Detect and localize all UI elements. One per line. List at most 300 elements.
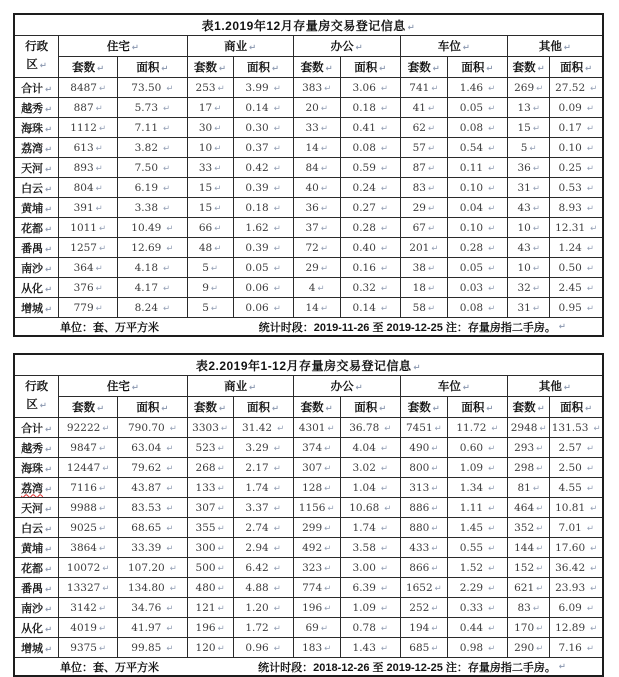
units-count-cell: 144 ↵ (507, 538, 549, 558)
return-mark-icon: ↵ (273, 623, 281, 634)
units-count-cell: 69 ↵ (293, 618, 340, 638)
area-value-cell: 0.55 ↵ (447, 538, 507, 558)
units-count-cell: 13 ↵ (507, 98, 549, 118)
return-mark-icon: ↵ (488, 163, 496, 174)
return-mark-icon: ↵ (324, 83, 332, 94)
units-count-cell: 741 ↵ (400, 78, 447, 98)
units-count-cell: 41 ↵ (400, 98, 447, 118)
area-value-cell: 3.99 ↵ (233, 78, 293, 98)
area-value-cell: 11.72 ↵ (447, 418, 507, 438)
return-mark-icon: ↵ (380, 543, 389, 554)
area-value-cell: 10.81 ↵ (550, 498, 603, 518)
category-header-commercial: 商业 ↵ (187, 36, 293, 57)
return-mark-icon: ↵ (488, 623, 496, 634)
area-value-cell: 3.02 ↵ (340, 458, 400, 478)
units-count-cell: 183 ↵ (293, 638, 340, 658)
return-mark-icon: ↵ (407, 22, 416, 33)
return-mark-icon: ↵ (163, 143, 171, 154)
return-mark-icon: ↵ (163, 203, 171, 214)
return-mark-icon: ↵ (95, 303, 103, 314)
return-mark-icon: ↵ (488, 463, 496, 474)
return-mark-icon: ↵ (39, 400, 47, 411)
subheader-area: 面积 ↵ (550, 57, 603, 78)
units-count-cell: 66 ↵ (187, 218, 233, 238)
return-mark-icon: ↵ (99, 443, 107, 454)
return-mark-icon: ↵ (558, 661, 566, 672)
area-value-cell: 0.37 ↵ (233, 138, 293, 158)
units-count-cell: 57 ↵ (400, 138, 447, 158)
return-mark-icon: ↵ (488, 263, 496, 274)
return-mark-icon: ↵ (586, 103, 594, 114)
return-mark-icon: ↵ (532, 483, 540, 494)
return-mark-icon: ↵ (586, 463, 594, 474)
return-mark-icon: ↵ (99, 223, 107, 234)
return-mark-icon: ↵ (166, 603, 174, 614)
return-mark-icon: ↵ (427, 203, 436, 214)
units-count-cell: 5 ↵ (187, 258, 233, 278)
return-mark-icon: ↵ (327, 423, 335, 434)
return-mark-icon: ↵ (488, 183, 496, 194)
subheader-units: 套数 ↵ (507, 397, 549, 418)
area-value-cell: 1.34 ↵ (447, 478, 507, 498)
return-mark-icon: ↵ (486, 64, 494, 74)
area-value-cell: 6.19 ↵ (118, 178, 188, 198)
return-mark-icon: ↵ (355, 43, 363, 53)
units-count-cell: 4 ↵ (293, 278, 340, 298)
return-mark-icon: ↵ (427, 103, 436, 114)
return-mark-icon: ↵ (532, 123, 540, 134)
return-mark-icon: ↵ (45, 124, 53, 135)
subheader-units: 套数 ↵ (187, 397, 233, 418)
units-count-cell: 5 ↵ (187, 298, 233, 318)
return-mark-icon: ↵ (532, 603, 540, 614)
units-count-cell: 887 ↵ (59, 98, 118, 118)
area-value-cell: 33.39 ↵ (118, 538, 188, 558)
unit-note: 单位：套、万平方米 (60, 661, 159, 674)
area-value-cell: 0.53 ↵ (550, 178, 603, 198)
return-mark-icon: ↵ (529, 143, 537, 154)
table-row (14, 418, 603, 438)
units-count-cell: 4301 ↵ (293, 418, 340, 438)
units-count-cell: 774 ↵ (293, 578, 340, 598)
units-count-cell: 252 ↵ (400, 598, 447, 618)
return-mark-icon: ↵ (380, 583, 389, 594)
return-mark-icon: ↵ (97, 64, 105, 74)
area-value-cell: 0.59 ↵ (340, 158, 400, 178)
units-count-cell: 14 ↵ (293, 138, 340, 158)
units-count-cell: 1257 ↵ (59, 238, 118, 258)
return-mark-icon: ↵ (273, 463, 281, 474)
units-count-cell: 253 ↵ (187, 78, 233, 98)
units-count-cell: 383 ↵ (293, 78, 340, 98)
return-mark-icon: ↵ (45, 604, 53, 615)
units-count-cell: 48 ↵ (187, 238, 233, 258)
return-mark-icon: ↵ (585, 64, 593, 74)
return-mark-icon: ↵ (585, 404, 593, 414)
units-count-cell: 685 ↵ (400, 638, 447, 658)
return-mark-icon: ↵ (488, 203, 496, 214)
return-mark-icon: ↵ (99, 643, 107, 654)
return-mark-icon: ↵ (380, 223, 389, 234)
table2-header-row-1 (14, 376, 603, 397)
return-mark-icon: ↵ (45, 484, 53, 495)
table2-header-row-2 (14, 397, 603, 418)
region-header-line2: 区 (26, 398, 38, 411)
units-count-cell: 523 ↵ (187, 438, 233, 458)
return-mark-icon: ↵ (380, 83, 389, 94)
units-count-cell: 313 ↵ (400, 478, 447, 498)
table-row (14, 438, 603, 458)
return-mark-icon: ↵ (217, 543, 225, 554)
return-mark-icon: ↵ (95, 203, 103, 214)
units-count-cell: 1156 ↵ (293, 498, 340, 518)
return-mark-icon: ↵ (431, 543, 439, 554)
units-count-cell: 92222 ↵ (59, 418, 118, 438)
area-value-cell: 0.78 ↵ (340, 618, 400, 638)
return-mark-icon: ↵ (586, 483, 594, 494)
return-mark-icon: ↵ (39, 60, 47, 71)
return-mark-icon: ↵ (272, 64, 280, 74)
area-value-cell: 0.08 ↵ (340, 138, 400, 158)
return-mark-icon: ↵ (214, 163, 222, 174)
table-row (14, 558, 603, 578)
area-value-cell: 4.17 ↵ (118, 278, 188, 298)
return-mark-icon: ↵ (217, 463, 225, 474)
area-value-cell: 4.04 ↵ (340, 438, 400, 458)
units-count-cell: 32 ↵ (507, 278, 549, 298)
return-mark-icon: ↵ (488, 543, 496, 554)
return-mark-icon: ↵ (214, 103, 222, 114)
return-mark-icon: ↵ (166, 463, 174, 474)
return-mark-icon: ↵ (536, 583, 544, 594)
return-mark-icon: ↵ (488, 583, 496, 594)
return-mark-icon: ↵ (277, 423, 285, 434)
return-mark-icon: ↵ (99, 603, 107, 614)
category-header-other: 其他 ↵ (507, 36, 603, 57)
area-value-cell: 3.82 ↵ (118, 138, 188, 158)
units-count-cell: 804 ↵ (59, 178, 118, 198)
units-count-cell: 83 ↵ (507, 598, 549, 618)
return-mark-icon: ↵ (380, 123, 389, 134)
return-mark-icon: ↵ (324, 463, 332, 474)
units-count-cell: 10 ↵ (507, 258, 549, 278)
units-count-cell: 20 ↵ (293, 98, 340, 118)
return-mark-icon: ↵ (431, 483, 439, 494)
return-mark-icon: ↵ (217, 563, 225, 574)
area-value-cell: 1.72 ↵ (233, 618, 293, 638)
return-mark-icon: ↵ (432, 404, 440, 414)
return-mark-icon: ↵ (586, 123, 594, 134)
return-mark-icon: ↵ (380, 523, 389, 534)
return-mark-icon: ↵ (590, 223, 598, 234)
return-mark-icon: ↵ (427, 163, 436, 174)
return-mark-icon: ↵ (536, 83, 544, 94)
area-value-cell: 1.74 ↵ (233, 478, 293, 498)
return-mark-icon: ↵ (488, 643, 496, 654)
return-mark-icon: ↵ (586, 143, 594, 154)
units-count-cell: 30 ↵ (187, 118, 233, 138)
return-mark-icon: ↵ (431, 503, 439, 514)
table1-title (14, 14, 603, 36)
return-mark-icon: ↵ (45, 204, 53, 215)
return-mark-icon: ↵ (384, 503, 392, 514)
area-value-cell: 0.11 ↵ (447, 158, 507, 178)
subheader-units: 套数 ↵ (507, 57, 549, 78)
return-mark-icon: ↵ (45, 424, 53, 435)
return-mark-icon: ↵ (380, 203, 389, 214)
area-value-cell: 0.08 ↵ (447, 298, 507, 318)
return-mark-icon: ↵ (379, 64, 387, 74)
category-header-office: 办公 ↵ (293, 36, 400, 57)
area-value-cell: 27.52 ↵ (550, 78, 603, 98)
return-mark-icon: ↵ (320, 123, 328, 134)
category-header-residential: 住宅 ↵ (59, 376, 187, 397)
period-note: 统计时段：2018-12-26 至 2019-12-25 注：存量房指二手房。 (258, 661, 556, 674)
area-value-cell: 0.41 ↵ (340, 118, 400, 138)
subheader-units: 套数 ↵ (59, 397, 118, 418)
area-value-cell: 0.25 ↵ (550, 158, 603, 178)
units-count-cell: 31 ↵ (507, 178, 549, 198)
return-mark-icon: ↵ (491, 423, 499, 434)
units-count-cell: 500 ↵ (187, 558, 233, 578)
return-mark-icon: ↵ (166, 543, 174, 554)
units-count-cell: 10 ↵ (187, 138, 233, 158)
area-value-cell: 131.53 ↵ (550, 418, 603, 438)
table1-title-row (14, 14, 603, 36)
table-row (14, 478, 603, 498)
units-count-cell: 83 ↵ (400, 178, 447, 198)
return-mark-icon: ↵ (169, 563, 177, 574)
return-mark-icon: ↵ (217, 443, 225, 454)
subheader-area: 面积 ↵ (447, 397, 507, 418)
return-mark-icon: ↵ (45, 284, 53, 295)
return-mark-icon: ↵ (590, 563, 598, 574)
return-mark-icon: ↵ (166, 483, 174, 494)
table-row (14, 138, 603, 158)
area-value-cell: 2.74 ↵ (233, 518, 293, 538)
region-cell: 合计 ↵ (14, 418, 59, 438)
area-value-cell: 41.97 ↵ (118, 618, 188, 638)
units-count-cell: 152 ↵ (507, 558, 549, 578)
return-mark-icon: ↵ (431, 83, 439, 94)
units-count-cell: 196 ↵ (293, 598, 340, 618)
units-count-cell: 355 ↵ (187, 518, 233, 538)
area-value-cell: 10.68 ↵ (340, 498, 400, 518)
return-mark-icon: ↵ (214, 243, 222, 254)
return-mark-icon: ↵ (586, 643, 594, 654)
return-mark-icon: ↵ (537, 404, 545, 414)
region-cell: 天河 ↵ (14, 498, 59, 518)
table-row (14, 78, 603, 98)
return-mark-icon: ↵ (320, 143, 328, 154)
return-mark-icon: ↵ (320, 163, 328, 174)
return-mark-icon: ↵ (45, 524, 53, 535)
table2-footer (14, 658, 603, 677)
return-mark-icon: ↵ (217, 523, 225, 534)
region-cell: 海珠 ↵ (14, 458, 59, 478)
units-count-cell: 800 ↵ (400, 458, 447, 478)
units-count-cell: 269 ↵ (507, 78, 549, 98)
return-mark-icon: ↵ (320, 103, 328, 114)
return-mark-icon: ↵ (586, 283, 594, 294)
area-value-cell: 1.52 ↵ (447, 558, 507, 578)
return-mark-icon: ↵ (427, 303, 436, 314)
units-count-cell: 31 ↵ (507, 298, 549, 318)
return-mark-icon: ↵ (324, 583, 332, 594)
area-value-cell: 79.62 ↵ (118, 458, 188, 478)
return-mark-icon: ↵ (320, 303, 328, 314)
area-value-cell: 3.38 ↵ (118, 198, 188, 218)
return-mark-icon: ↵ (99, 543, 107, 554)
region-cell: 天河 ↵ (14, 158, 59, 178)
units-count-cell: 9988 ↵ (59, 498, 118, 518)
units-count-cell: 3303 ↵ (187, 418, 233, 438)
subheader-units: 套数 ↵ (400, 57, 447, 78)
return-mark-icon: ↵ (273, 523, 281, 534)
return-mark-icon: ↵ (532, 303, 540, 314)
return-mark-icon: ↵ (380, 163, 389, 174)
return-mark-icon: ↵ (532, 163, 540, 174)
units-count-cell: 492 ↵ (293, 538, 340, 558)
return-mark-icon: ↵ (169, 423, 177, 434)
return-mark-icon: ↵ (102, 463, 110, 474)
area-value-cell: 2.45 ↵ (550, 278, 603, 298)
units-count-cell: 9847 ↵ (59, 438, 118, 458)
area-value-cell: 1.74 ↵ (340, 518, 400, 538)
return-mark-icon: ↵ (536, 623, 544, 634)
subheader-area: 面积 ↵ (550, 397, 603, 418)
units-count-cell: 307 ↵ (293, 458, 340, 478)
area-value-cell: 2.17 ↵ (233, 458, 293, 478)
return-mark-icon: ↵ (45, 444, 53, 455)
area-value-cell: 0.18 ↵ (340, 98, 400, 118)
area-value-cell: 0.28 ↵ (340, 218, 400, 238)
units-count-cell: 67 ↵ (400, 218, 447, 238)
return-mark-icon: ↵ (380, 443, 389, 454)
area-value-cell: 17.60 ↵ (550, 538, 603, 558)
return-mark-icon: ↵ (488, 523, 496, 534)
return-mark-icon: ↵ (273, 103, 281, 114)
return-mark-icon: ↵ (380, 263, 389, 274)
return-mark-icon: ↵ (217, 503, 225, 514)
return-mark-icon: ↵ (273, 503, 281, 514)
return-mark-icon: ↵ (325, 404, 333, 414)
units-count-cell: 464 ↵ (507, 498, 549, 518)
area-value-cell: 1.45 ↵ (447, 518, 507, 538)
subheader-area: 面积 ↵ (447, 57, 507, 78)
return-mark-icon: ↵ (210, 303, 219, 314)
units-count-cell: 14 ↵ (293, 298, 340, 318)
subheader-area: 面积 ↵ (118, 57, 188, 78)
units-count-cell: 374 ↵ (293, 438, 340, 458)
return-mark-icon: ↵ (590, 543, 598, 554)
area-value-cell: 0.27 ↵ (340, 198, 400, 218)
return-mark-icon: ↵ (536, 503, 544, 514)
return-mark-icon: ↵ (380, 623, 389, 634)
return-mark-icon: ↵ (166, 523, 174, 534)
area-value-cell: 23.93 ↵ (550, 578, 603, 598)
units-count-cell: 880 ↵ (400, 518, 447, 538)
units-count-cell: 10072 ↵ (59, 558, 118, 578)
area-value-cell: 2.57 ↵ (550, 438, 603, 458)
return-mark-icon: ↵ (45, 244, 53, 255)
return-mark-icon: ↵ (45, 184, 53, 195)
region-cell: 南沙 ↵ (14, 598, 59, 618)
return-mark-icon: ↵ (317, 283, 325, 294)
area-value-cell: 3.37 ↵ (233, 498, 293, 518)
table2-body (14, 418, 603, 658)
region-cell: 从化 ↵ (14, 618, 59, 638)
return-mark-icon: ↵ (558, 321, 566, 332)
table-row (14, 618, 603, 638)
units-count-cell: 268 ↵ (187, 458, 233, 478)
units-count-cell: 170 ↵ (507, 618, 549, 638)
return-mark-icon: ↵ (593, 423, 601, 434)
return-mark-icon: ↵ (219, 64, 227, 74)
units-count-cell: 15 ↵ (187, 198, 233, 218)
return-mark-icon: ↵ (590, 623, 598, 634)
return-mark-icon: ↵ (327, 503, 335, 514)
area-value-cell: 3.06 ↵ (340, 78, 400, 98)
units-count-cell: 1112 ↵ (59, 118, 118, 138)
return-mark-icon: ↵ (488, 603, 496, 614)
return-mark-icon: ↵ (217, 603, 225, 614)
region-cell: 从化 ↵ (14, 278, 59, 298)
area-value-cell: 4.88 ↵ (233, 578, 293, 598)
return-mark-icon: ↵ (324, 443, 332, 454)
table-dec-2019 (13, 13, 604, 337)
units-count-cell: 33 ↵ (293, 118, 340, 138)
area-value-cell: 43.87 ↵ (118, 478, 188, 498)
category-header-office: 办公 ↵ (293, 376, 400, 397)
region-column-header (14, 36, 59, 78)
return-mark-icon: ↵ (486, 404, 494, 414)
region-cell: 花都 ↵ (14, 558, 59, 578)
return-mark-icon: ↵ (273, 563, 281, 574)
return-mark-icon: ↵ (427, 263, 436, 274)
table-row (14, 458, 603, 478)
return-mark-icon: ↵ (217, 483, 225, 494)
return-mark-icon: ↵ (434, 423, 442, 434)
return-mark-icon: ↵ (102, 583, 110, 594)
unit-note: 单位：套、万平方米 (60, 321, 159, 334)
return-mark-icon: ↵ (324, 543, 332, 554)
return-mark-icon: ↵ (163, 103, 171, 114)
return-mark-icon: ↵ (217, 583, 225, 594)
units-count-cell: 43 ↵ (507, 198, 549, 218)
units-count-cell: 17 ↵ (187, 98, 233, 118)
table-row (14, 638, 603, 658)
return-mark-icon: ↵ (431, 623, 439, 634)
units-count-cell: 43 ↵ (507, 238, 549, 258)
return-mark-icon: ↵ (273, 223, 281, 234)
area-value-cell: 0.16 ↵ (340, 258, 400, 278)
area-value-cell: 4.55 ↵ (550, 478, 603, 498)
units-count-cell: 298 ↵ (507, 458, 549, 478)
return-mark-icon: ↵ (432, 64, 440, 74)
return-mark-icon: ↵ (532, 183, 540, 194)
area-value-cell: 0.40 ↵ (340, 238, 400, 258)
area-value-cell: 0.39 ↵ (233, 238, 293, 258)
return-mark-icon: ↵ (380, 243, 389, 254)
units-count-cell: 4019 ↵ (59, 618, 118, 638)
units-count-cell: 87 ↵ (400, 158, 447, 178)
return-mark-icon: ↵ (590, 583, 598, 594)
area-value-cell: 12.89 ↵ (550, 618, 603, 638)
category-header-other: 其他 ↵ (507, 376, 603, 397)
return-mark-icon: ↵ (324, 523, 332, 534)
region-cell: 黄埔 ↵ (14, 538, 59, 558)
